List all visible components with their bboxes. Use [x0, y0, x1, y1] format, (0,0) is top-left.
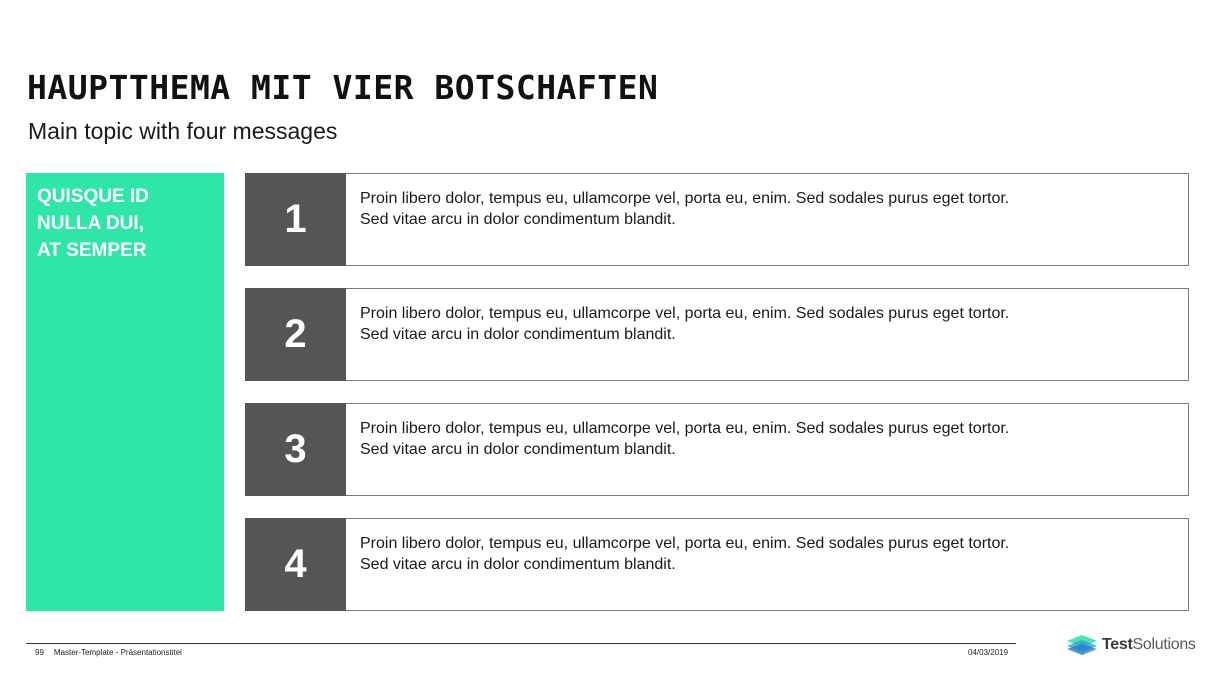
side-panel: [26, 173, 224, 611]
message-text: [360, 533, 1160, 575]
side-panel-text: [37, 183, 217, 264]
message-text-line: Sed vitae arcu in dolor condimentum blandit.: [360, 211, 676, 228]
slide-subtitle: Main topic with four messages: [28, 118, 338, 144]
side-panel-line: AT SEMPER: [37, 240, 147, 261]
message-text-line: Proin libero dolor, tempus eu, ullamcorpe vel, porta eu, enim. Sed sodales purus eget tortor.: [360, 420, 1010, 437]
message-number: 3: [245, 403, 346, 496]
message-text: [360, 303, 1160, 345]
layered-diamond-logo-icon: [1066, 634, 1098, 656]
message-number: 2: [245, 288, 346, 381]
footer-divider: [26, 643, 1016, 644]
message-box-3: [245, 403, 1189, 496]
slide-title: HAUPTTHEMA MIT VIER BOTSCHAFTEN: [27, 68, 659, 107]
footer-template-title: Master-Template - Präsentationstitel: [53, 648, 182, 657]
footer-page-number: 99: [35, 648, 44, 657]
footer-date: 04/03/2019: [968, 648, 1009, 657]
logo-text: [1102, 636, 1196, 654]
message-box-4: [245, 518, 1189, 611]
company-logo: [1066, 633, 1196, 657]
message-text: [360, 188, 1160, 230]
message-text-line: Proin libero dolor, tempus eu, ullamcorpe vel, porta eu, enim. Sed sodales purus eget tortor.: [360, 190, 1010, 207]
message-text-line: Proin libero dolor, tempus eu, ullamcorpe vel, porta eu, enim. Sed sodales purus eget tortor.: [360, 305, 1010, 322]
message-box-2: [245, 288, 1189, 381]
side-panel-line: QUISQUE ID: [37, 186, 149, 207]
side-panel-line: NULLA DUI,: [37, 213, 144, 234]
message-text-line: Sed vitae arcu in dolor condimentum blandit.: [360, 326, 676, 343]
logo-text-bold: Test: [1102, 636, 1133, 653]
message-text-line: Sed vitae arcu in dolor condimentum blandit.: [360, 556, 676, 573]
logo-text-regular: Solutions: [1132, 636, 1196, 653]
footer-info: [35, 648, 182, 657]
message-box-1: [245, 173, 1189, 266]
message-text: [360, 418, 1160, 460]
message-text-line: Sed vitae arcu in dolor condimentum blandit.: [360, 441, 676, 458]
message-number: 4: [245, 518, 346, 611]
message-number: 1: [245, 173, 346, 266]
message-text-line: Proin libero dolor, tempus eu, ullamcorpe vel, porta eu, enim. Sed sodales purus eget tortor.: [360, 535, 1010, 552]
